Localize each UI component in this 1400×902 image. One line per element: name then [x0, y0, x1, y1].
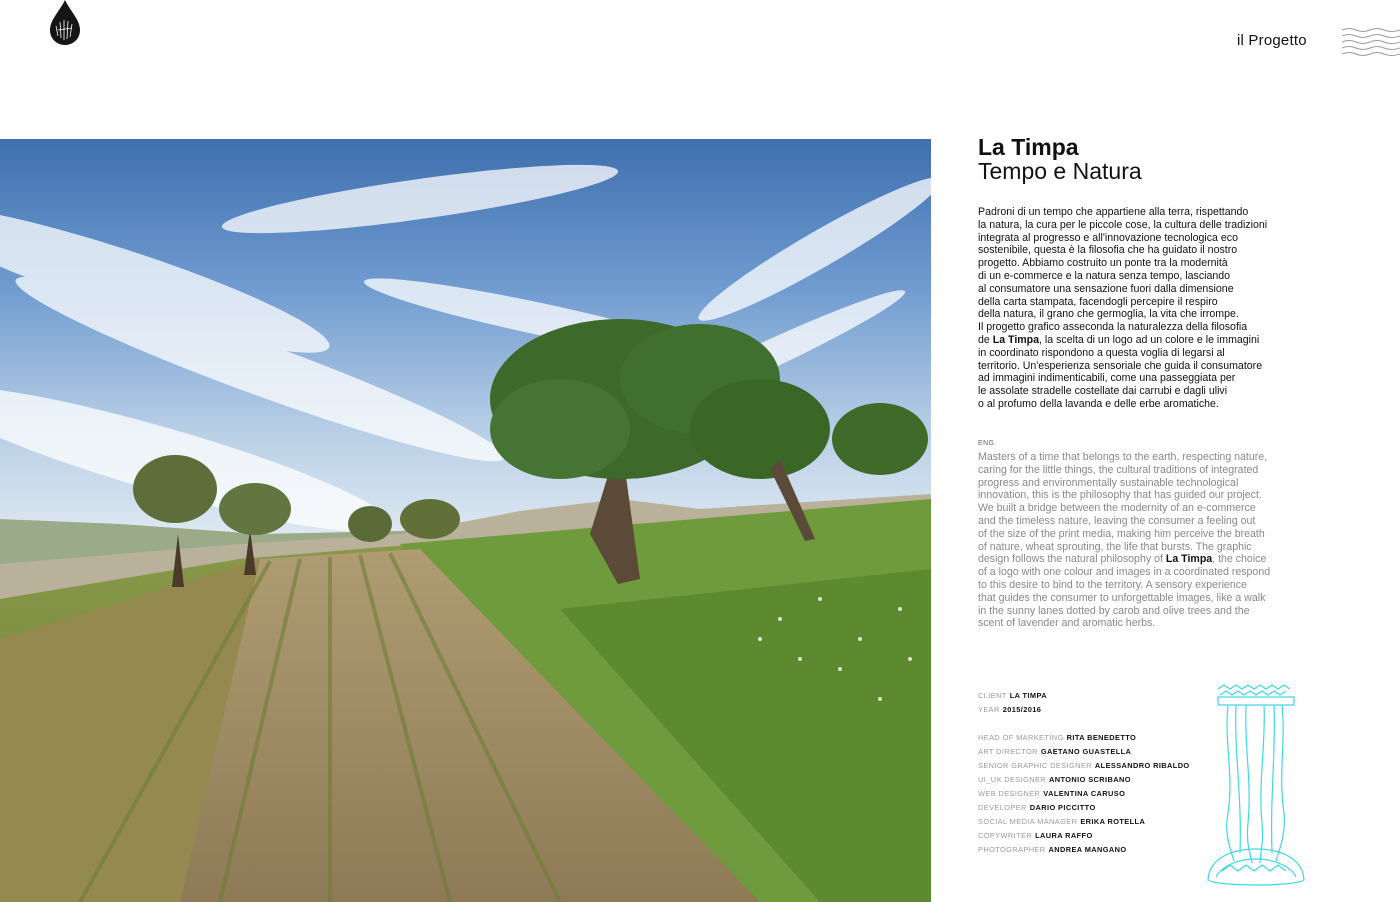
italian-line: in coordinato rispondono a questa voglia di legarsi al	[978, 346, 1225, 359]
drop-logo-icon	[49, 0, 81, 46]
project-credits	[978, 689, 1190, 857]
english-line: of nature, wheat sprouting, the life that bursts. The graphic	[978, 540, 1252, 553]
english-line: that guides the consumer to unforgettable images, like a walk	[978, 591, 1266, 604]
english-line: scent of lavender and aromatic herbs.	[978, 617, 1156, 630]
english-line: in the sunny lanes dotted by carob and olive trees and the	[978, 604, 1250, 617]
credit-value: RITA BENEDETTO	[1066, 733, 1137, 742]
italian-description	[978, 206, 1308, 411]
brand-name-highlight: La Timpa	[992, 333, 1040, 346]
credit-label: WEB DESIGNER	[978, 789, 1041, 798]
italian-line: della carta stampata, facendogli percepire il respiro	[978, 295, 1218, 308]
credit-row	[978, 815, 1190, 829]
project-subtitle: Tempo e Natura	[978, 158, 1142, 184]
credit-value: ALESSANDRO RIBALDO	[1094, 761, 1190, 770]
credit-row	[978, 829, 1190, 843]
italian-line: Padroni di un tempo che appartiene alla terra, rispettando	[978, 206, 1249, 218]
english-line: innovation, this is the philosophy that has guided our project.	[978, 489, 1262, 502]
credit-label: CLIENT	[978, 691, 1007, 700]
italian-line: sostenibile, questa è la filosofia che ha guidato il nostro	[978, 244, 1238, 257]
english-line: progress and environmentally sustainable technological	[978, 476, 1239, 489]
credit-label: UI_UX DESIGNER	[978, 775, 1047, 784]
credit-value: ERIKA ROTELLA	[1080, 817, 1146, 826]
credit-value: GAETANO GUASTELLA	[1040, 747, 1132, 756]
credit-value: LA TIMPA	[1009, 691, 1047, 700]
credit-row	[978, 801, 1190, 815]
wavy-menu-icon[interactable]	[1342, 26, 1400, 60]
credit-value: VALENTINA CARUSO	[1043, 789, 1126, 798]
italian-line: le assolate stradelle costellate dai carrubi e dagli ulivi	[978, 385, 1228, 398]
italian-line: della natura, il grano che germoglia, la vita che irrompe.	[978, 308, 1239, 321]
wheat-sketch-illustration	[1200, 683, 1312, 893]
italian-line: di un e-commerce e la natura senza tempo, lasciando	[978, 269, 1231, 282]
brand-logo[interactable]	[49, 0, 81, 46]
english-line: of a logo with one colour and images in a coordinated respond	[978, 566, 1271, 579]
credit-row	[978, 773, 1190, 787]
credit-label: SOCIAL MEDIA MANAGER	[978, 817, 1078, 826]
credit-label: DEVELOPER	[978, 803, 1027, 812]
italian-line: al consumatore una sensazione fuori dalla dimensione	[978, 282, 1234, 295]
english-line: and the timeless nature, leaving the consumer a feeling out	[978, 514, 1256, 527]
nav-il-progetto[interactable]: il Progetto	[1237, 32, 1307, 49]
english-line: We built a bridge between the modernity of an e-commerce	[978, 502, 1256, 515]
credit-label: ART DIRECTOR	[978, 747, 1038, 756]
english-line: Masters of a time that belongs to the earth, respecting nature,	[978, 451, 1268, 463]
credit-value: ANDREA MANGANO	[1048, 845, 1127, 854]
project-title: La Timpa	[978, 134, 1079, 160]
credit-value: DARIO PICCITTO	[1029, 803, 1096, 812]
english-line: design follows the natural philosophy of La Timpa, the choice	[978, 553, 1267, 566]
italian-line: de La Timpa, la scelta di un logo ad un colore e le immagini	[978, 333, 1260, 346]
credit-value: ANTONIO SCRIBANO	[1049, 775, 1131, 784]
italian-line: la natura, la cura per le piccole cose, la cultura delle tradizioni	[978, 218, 1268, 231]
italian-line: ad immagini indimenticabili, come una passeggiata per	[978, 372, 1236, 385]
italian-line: progetto. Abbiamo costruito un ponte tra la modernità	[978, 257, 1228, 270]
credit-row	[978, 731, 1190, 745]
english-line: of the size of the print media, making him perceive the breath	[978, 527, 1265, 540]
english-line: caring for the little things, the cultural traditions of integrated	[978, 463, 1259, 476]
italian-line: integrata al progresso e all'innovazione tecnologica eco	[978, 231, 1238, 244]
credit-year	[978, 703, 1190, 717]
italian-line: Il progetto grafico asseconda la naturalezza della filosofia	[978, 321, 1248, 334]
credit-value: LAURA RAFFO	[1035, 831, 1093, 840]
credit-label: SENIOR GRAPHIC DESIGNER	[978, 761, 1092, 770]
credit-row	[978, 787, 1190, 801]
credit-label: PHOTOGRAPHER	[978, 845, 1046, 854]
credit-client	[978, 689, 1190, 703]
italian-line: territorio. Un'esperienza sensoriale che guida il consumatore	[978, 359, 1263, 372]
eng-label: ENG	[978, 440, 995, 447]
english-description	[978, 451, 1308, 630]
credit-label: YEAR	[978, 705, 1000, 714]
brand-name-highlight: La Timpa	[1165, 553, 1213, 566]
credit-label: HEAD OF MARKETING	[978, 733, 1064, 742]
credit-row	[978, 843, 1190, 857]
english-line: to this desire to bind to the territory. A sensory experience	[978, 578, 1247, 591]
credit-value: 2015/2016	[1002, 705, 1042, 714]
credit-label: COPYWRITER	[978, 831, 1033, 840]
italian-line: o al profumo della lavanda e delle erbe aromatiche.	[978, 397, 1219, 410]
credit-row	[978, 745, 1190, 759]
credit-row	[978, 759, 1190, 773]
landscape-photo	[0, 139, 931, 902]
